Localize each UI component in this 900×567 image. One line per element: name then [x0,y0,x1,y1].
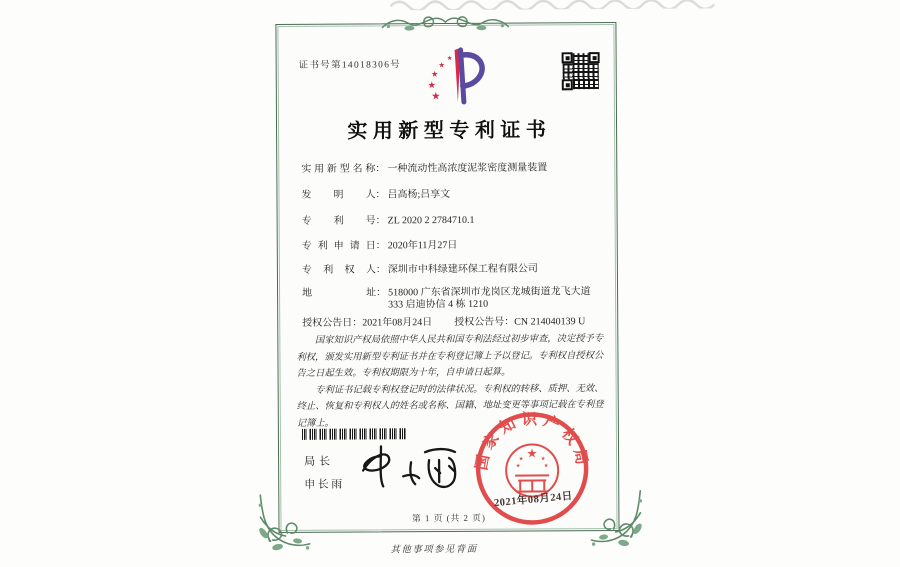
field-colon: ： [504,316,515,328]
director-signature [351,436,469,495]
field-row-name [301,162,603,175]
seal-date: 2021年08月24日 [493,490,574,510]
grant-date-value: 2021年08月24日 [362,317,433,329]
field-value: 518000 广东省深圳市龙岗区龙城街道龙飞大道 333 启迪协信 4 栋 1210 [388,286,591,310]
certificate-number: 证书号第14018306号 [298,60,402,71]
legal-paragraph-2: 专利证书记载专利权登记时的法律状况。专利权的转移、质押、无效、终止、恢复和专利权人的姓名或名称、国籍、地址变更等事项记载在专利登记簿上。 [296,383,604,429]
qr-finder-icon [562,79,573,90]
field-value: ZL 2020 2 2784710.1 [387,214,475,227]
back-side-note: 其他事项参见背面 [390,544,478,556]
field-row-patent-number [302,214,604,227]
field-row-address [302,286,604,311]
director-title: 局长 [304,455,335,468]
cnipa-logo-icon [419,45,491,109]
legal-paragraph-1: 国家知识产权局依照中华人民共和国专利法经过初步审查，决定授予专利权，颁发实用新型专利证书并在专利登记簿上予以登记。专利权自授权公告之日起生效。专利权期限为十年，自申请日起算。 [296,334,604,380]
qr-finder-icon [589,52,600,63]
grant-number-value: CN 214040139 U [514,316,586,328]
svg-text:国家知识产权局 [473,410,592,472]
qr-finder-icon [562,52,573,63]
field-value: 2020年11月27日 [387,239,458,252]
field-colon: ： [375,215,386,227]
field-label: 专利权人 [301,264,376,276]
field-colon: ： [376,287,387,299]
grant-number-label: 授权公告号 [454,316,505,328]
field-row-inventor [301,188,603,201]
field-label: 实用新型名称 [301,163,376,175]
field-row-filing-date [302,239,604,252]
field-label: 专利申请日 [301,240,376,252]
field-label: 地址 [302,287,377,299]
seal-text: 国家知识产权局 [473,411,592,472]
top-flourish-icon [379,8,511,36]
certificate-title: 实用新型专利证书 [347,119,552,143]
field-row-grant [302,312,608,329]
field-label: 专利号 [301,215,376,227]
field-colon: ： [375,163,386,175]
page-footer: 第 1 页 (共 2 页) [411,512,486,524]
field-colon: ： [352,317,363,329]
field-colon: ： [375,264,386,276]
field-colon: ： [375,189,386,201]
field-value: 吕高杨;吕享文 [387,188,451,201]
field-value: 深圳市中科绿建环保工程有限公司 [387,263,538,276]
field-colon: ： [375,240,386,252]
grant-date-label: 授权公告日 [302,317,353,329]
field-label: 发明人 [301,189,376,201]
qr-code [562,52,600,90]
director-name: 申长雨 [304,478,345,491]
field-row-patentee [302,263,604,276]
field-value: 一种流动性高浓度泥浆密度测量装置 [387,162,548,175]
